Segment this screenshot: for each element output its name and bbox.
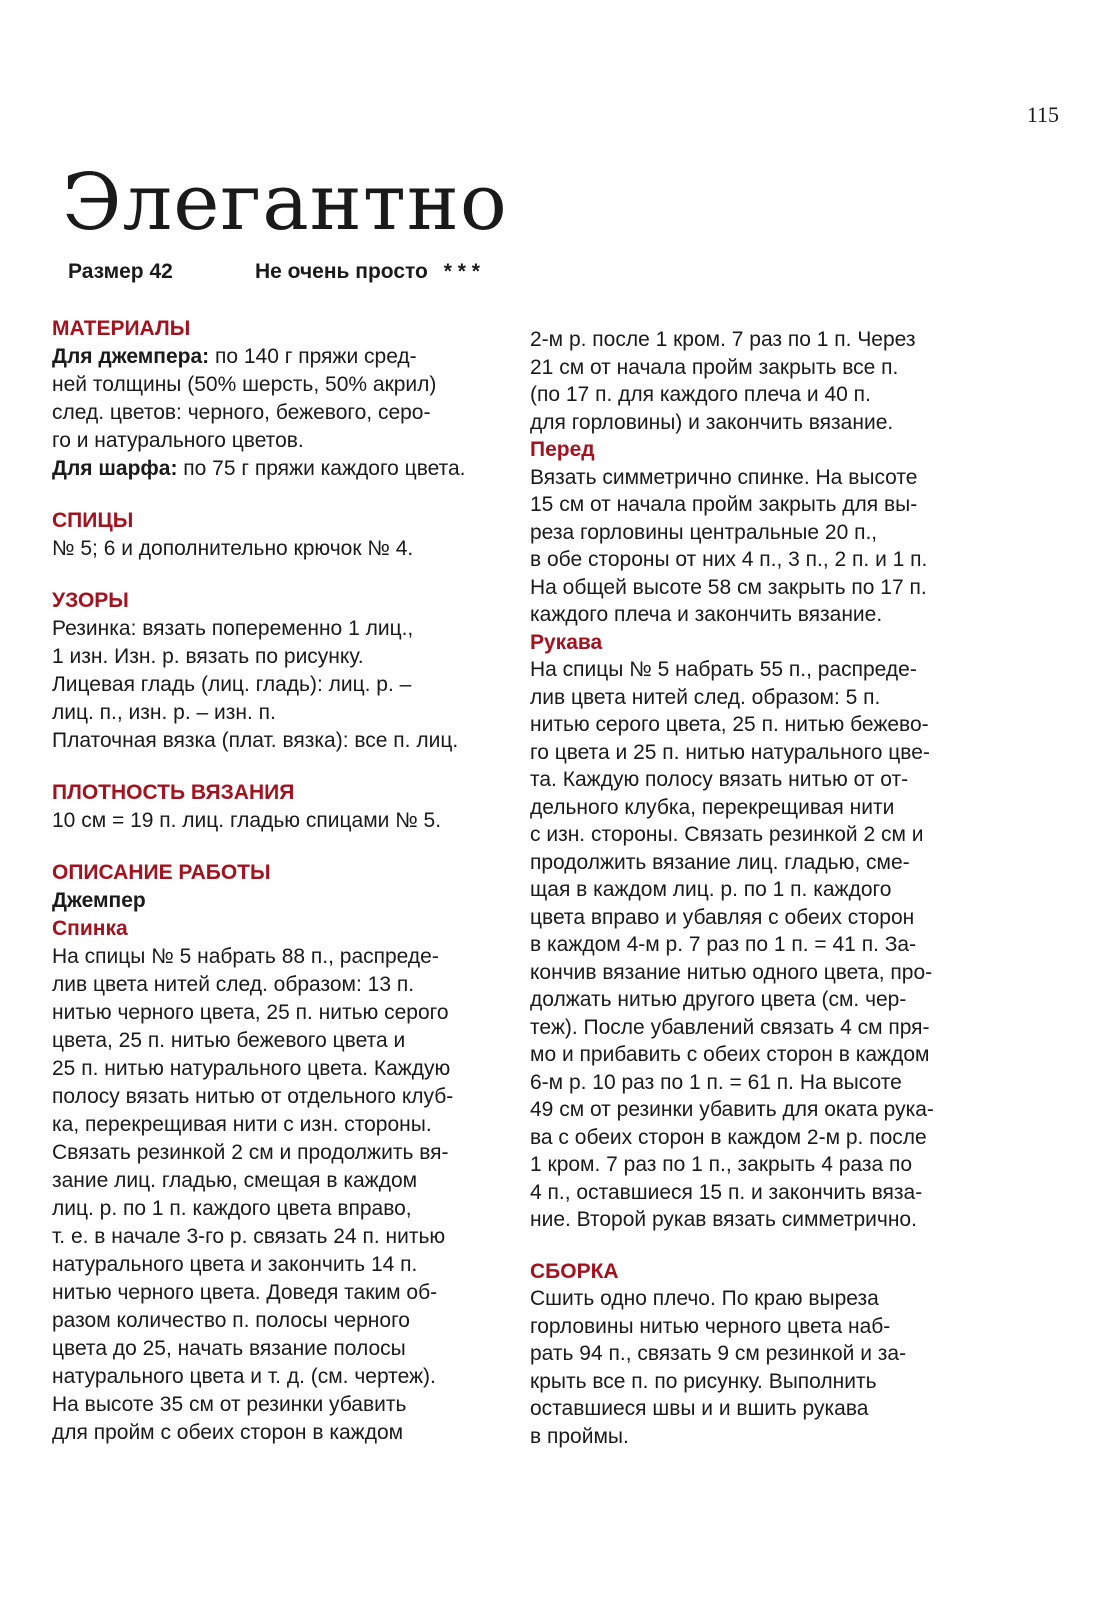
text-line <box>530 821 1000 849</box>
section-heading: УЗОРЫ <box>52 589 129 612</box>
text-line <box>530 904 1000 932</box>
page-number: 115 <box>1026 102 1059 127</box>
text-line <box>530 601 1000 629</box>
size-label: Размер 42 <box>68 260 173 283</box>
line-text: цвета вправо и убавляя с обеих сторон <box>530 905 915 929</box>
text-line <box>52 643 522 671</box>
line-text: дельного клубка, перекрещивая нити <box>530 795 895 819</box>
text-line <box>530 574 1000 602</box>
text-line <box>530 1313 1000 1341</box>
text-line <box>52 999 522 1027</box>
text-line <box>52 1111 522 1139</box>
line-text: реза горловины центральные 20 п., <box>530 520 878 544</box>
text-line <box>530 849 1000 877</box>
line-text: та. Каждую полосу вязать нитью от от- <box>530 768 909 791</box>
text-line <box>530 1096 1000 1124</box>
line-text: т. е. в начале 3-го р. связать 24 п. нитью <box>52 1225 446 1248</box>
text-line <box>530 711 1000 739</box>
text-line <box>530 1206 1000 1234</box>
text-line <box>530 409 1000 437</box>
text-line <box>530 931 1000 959</box>
text-line <box>530 986 1000 1014</box>
line-text: должать нитью другого цвета (см. чер- <box>530 988 907 1011</box>
text-line <box>530 876 1000 904</box>
text-line <box>52 1027 522 1055</box>
line-text: го и натурального цветов. <box>52 429 304 452</box>
line-text: 2-м р. после 1 кром. 7 раз по 1 п. Через <box>530 328 916 351</box>
line-text: 6-м р. 10 раз по 1 п. = 61 п. На высоте <box>530 1070 902 1094</box>
text-line <box>52 1335 522 1363</box>
line-text: натурального цвета и т. д. (см. чертеж). <box>52 1365 436 1388</box>
line-text: в каждом 4-м р. 7 раз по 1 п. = 41 п. За- <box>530 933 917 956</box>
bold-lead: Для джемпера: <box>52 345 210 368</box>
line-text: № 5; 6 и дополнительно крючок № 4. <box>52 537 414 560</box>
text-line <box>530 1368 1000 1396</box>
line-text: натурального цвета и закончить 14 п. <box>52 1253 418 1276</box>
text-line <box>530 766 1000 794</box>
line-text: 1 изн. Изн. р. вязать по рисунку. <box>52 645 364 668</box>
text-line <box>52 1055 522 1083</box>
text-line <box>52 1279 522 1307</box>
line-text: щая в каждом лиц. р. по 1 п. каждого <box>530 878 892 901</box>
line-text: ней толщины (50% шерсть, 50% акрил) <box>52 373 437 396</box>
text-line <box>52 1419 522 1447</box>
text-line <box>52 399 522 427</box>
text-line <box>530 794 1000 822</box>
text-line <box>52 971 522 999</box>
line-text: 15 см от начала пройм закрыть для вы- <box>530 493 918 516</box>
text-line <box>52 371 522 399</box>
line-text: по 75 г пряжи каждого цвета. <box>177 457 466 480</box>
line-text: 21 см от начала пройм закрыть все п. <box>530 355 899 379</box>
line-text: 25 п. нитью натурального цвета. Каждую <box>52 1057 451 1080</box>
section-gap <box>52 835 522 859</box>
text-line <box>530 546 1000 574</box>
text-line <box>530 1340 1000 1368</box>
right-column <box>530 326 1000 1450</box>
line-text: нитью черного цвета. Доведя таким об- <box>52 1281 438 1304</box>
text-line <box>52 727 522 755</box>
line-text: Лицевая гладь (лиц. гладь): лиц. р. – <box>52 673 412 696</box>
text-line <box>530 1423 1000 1451</box>
line-text: цвета, 25 п. нитью бежевого цвета и <box>52 1029 406 1052</box>
section-heading: МАТЕРИАЛЫ <box>52 317 191 340</box>
line-text: 49 см от резинки убавить для оката рука- <box>530 1098 934 1121</box>
line-text: Платочная вязка (плат. вязка): все п. лиц. <box>52 729 459 752</box>
page-title: Элегантно <box>62 158 508 248</box>
line-text: в обе стороны от них 4 п., 3 п., 2 п. и 1 п. <box>530 548 928 571</box>
text-line <box>52 1223 522 1251</box>
line-text: 1 кром. 7 раз по 1 п., закрыть 4 раза по <box>530 1153 913 1176</box>
text-line <box>52 615 522 643</box>
section-heading: ОПИСАНИЕ РАБОТЫ <box>52 861 271 884</box>
text-line <box>530 1285 1000 1313</box>
text-line <box>530 1179 1000 1207</box>
line-text: лив цвета нитей след. образом: 5 п. <box>530 685 881 709</box>
line-text: На спицы № 5 набрать 55 п., распреде- <box>530 658 917 681</box>
text-line <box>52 455 522 483</box>
line-text: ва с обеих сторон в каждом 2-м р. после <box>530 1125 927 1149</box>
text-line <box>52 1139 522 1167</box>
section-heading: СПИЦЫ <box>52 509 134 532</box>
text-line <box>530 1124 1000 1152</box>
line-text: след. цветов: черного, бежевого, серо- <box>52 401 431 424</box>
line-text: для пройм с обеих сторон в каждом <box>52 1421 404 1444</box>
line-text: теж). После убавлений связать 4 см пря- <box>530 1015 930 1039</box>
text-line <box>52 1307 522 1335</box>
text-line <box>52 1195 522 1223</box>
text-line <box>530 1395 1000 1423</box>
line-text: продолжить вязание лиц. гладью, сме- <box>530 850 910 874</box>
bold-lead: Для шарфа: <box>52 457 178 480</box>
line-text: лив цвета нитей след. образом: 13 п. <box>52 973 415 996</box>
line-text: ние. Второй рукав вязать симметрично. <box>530 1208 917 1231</box>
text-line <box>530 1069 1000 1097</box>
text-line <box>530 519 1000 547</box>
text-line <box>52 535 522 563</box>
text-line <box>52 1363 522 1391</box>
section-heading: ПЛОТНОСТЬ ВЯЗАНИЯ <box>52 781 295 804</box>
line-text: каждого плеча и закончить вязание. <box>530 603 883 626</box>
line-text: На высоте 35 см от резинки убавить <box>52 1393 407 1416</box>
text-line <box>530 381 1000 409</box>
text-line <box>530 656 1000 684</box>
section-gap <box>530 1234 1000 1258</box>
line-text: по 140 г пряжи сред- <box>209 345 417 368</box>
line-text: нитью серого цвета, 25 п. нитью бежево- <box>530 713 929 736</box>
text-line <box>52 1251 522 1279</box>
text-line <box>530 1041 1000 1069</box>
line-text: разом количество п. полосы черного <box>52 1309 410 1332</box>
line-text: в проймы. <box>530 1424 629 1448</box>
line-text: Резинка: вязать попеременно 1 лиц., <box>52 617 414 640</box>
text-line <box>530 1014 1000 1042</box>
section-heading: СБОРКА <box>530 1259 619 1283</box>
line-text: рать 94 п., связать 9 см резинкой и за- <box>530 1342 907 1365</box>
line-text: Сшить одно плечо. По краю выреза <box>530 1287 879 1310</box>
line-text: зание лиц. гладью, смещая в каждом <box>52 1169 418 1192</box>
difficulty <box>255 260 480 284</box>
text-line <box>530 1151 1000 1179</box>
text-line <box>530 739 1000 767</box>
text-line <box>530 959 1000 987</box>
line-text: оставшиеся швы и и вшить рукава <box>530 1397 869 1420</box>
section-gap <box>52 563 522 587</box>
line-text: с изн. стороны. Связать резинкой 2 см и <box>530 823 924 846</box>
line-text: 4 п., оставшиеся 15 п. и закончить вяза- <box>530 1180 923 1204</box>
part-heading: Перед <box>530 438 595 461</box>
line-text: Вязать симметрично спинке. На высоте <box>530 465 918 489</box>
text-line <box>52 671 522 699</box>
line-text: 10 см = 19 п. лиц. гладью спицами № 5. <box>52 809 442 832</box>
line-text: горловины нитью черного цвета наб- <box>530 1314 891 1338</box>
line-text: цвета до 25, начать вязание полосы <box>52 1337 406 1360</box>
text-line <box>52 807 522 835</box>
section-gap <box>52 483 522 507</box>
left-column <box>52 315 522 1447</box>
line-text: мо и прибавить с обеих сторон в каждом <box>530 1043 930 1066</box>
line-text: На общей высоте 58 см закрыть по 17 п. <box>530 575 927 599</box>
text-line <box>52 1167 522 1195</box>
difficulty-label: Не очень просто <box>255 260 428 283</box>
line-text: ка, перекрещивая нити с изн. стороны. <box>52 1113 432 1136</box>
line-text: нитью черного цвета, 25 п. нитью серого <box>52 1001 449 1024</box>
text-line <box>530 684 1000 712</box>
text-line <box>530 326 1000 354</box>
line-text: (по 17 п. для каждого плеча и 40 п. <box>530 383 871 406</box>
part-heading: Спинка <box>52 917 128 940</box>
text-line <box>530 464 1000 492</box>
line-text: лиц. п., изн. р. – изн. п. <box>52 701 276 724</box>
line-text: го цвета и 25 п. нитью натурального цве- <box>530 740 930 764</box>
text-line <box>52 427 522 455</box>
text-line <box>52 343 522 371</box>
line-text: лиц. р. по 1 п. каждого цвета вправо, <box>52 1197 412 1220</box>
text-line <box>52 1391 522 1419</box>
line-text: Связать резинкой 2 см и продолжить вя- <box>52 1141 449 1164</box>
subheading: Джемпер <box>52 889 146 912</box>
text-line <box>530 491 1000 519</box>
text-line <box>52 943 522 971</box>
text-line <box>530 354 1000 382</box>
line-text: На спицы № 5 набрать 88 п., распреде- <box>52 945 439 968</box>
line-text: для горловины) и закончить вязание. <box>530 410 894 434</box>
text-line <box>52 1083 522 1111</box>
line-text: крыть все п. по рисунку. Выполнить <box>530 1369 877 1393</box>
section-gap <box>52 755 522 779</box>
part-heading: Рукава <box>530 630 603 654</box>
text-line <box>52 699 522 727</box>
line-text: полосу вязать нитью от отдельного клуб- <box>52 1085 454 1108</box>
difficulty-stars: * * * <box>443 260 480 283</box>
line-text: кончив вязание нитью одного цвета, про- <box>530 960 933 984</box>
